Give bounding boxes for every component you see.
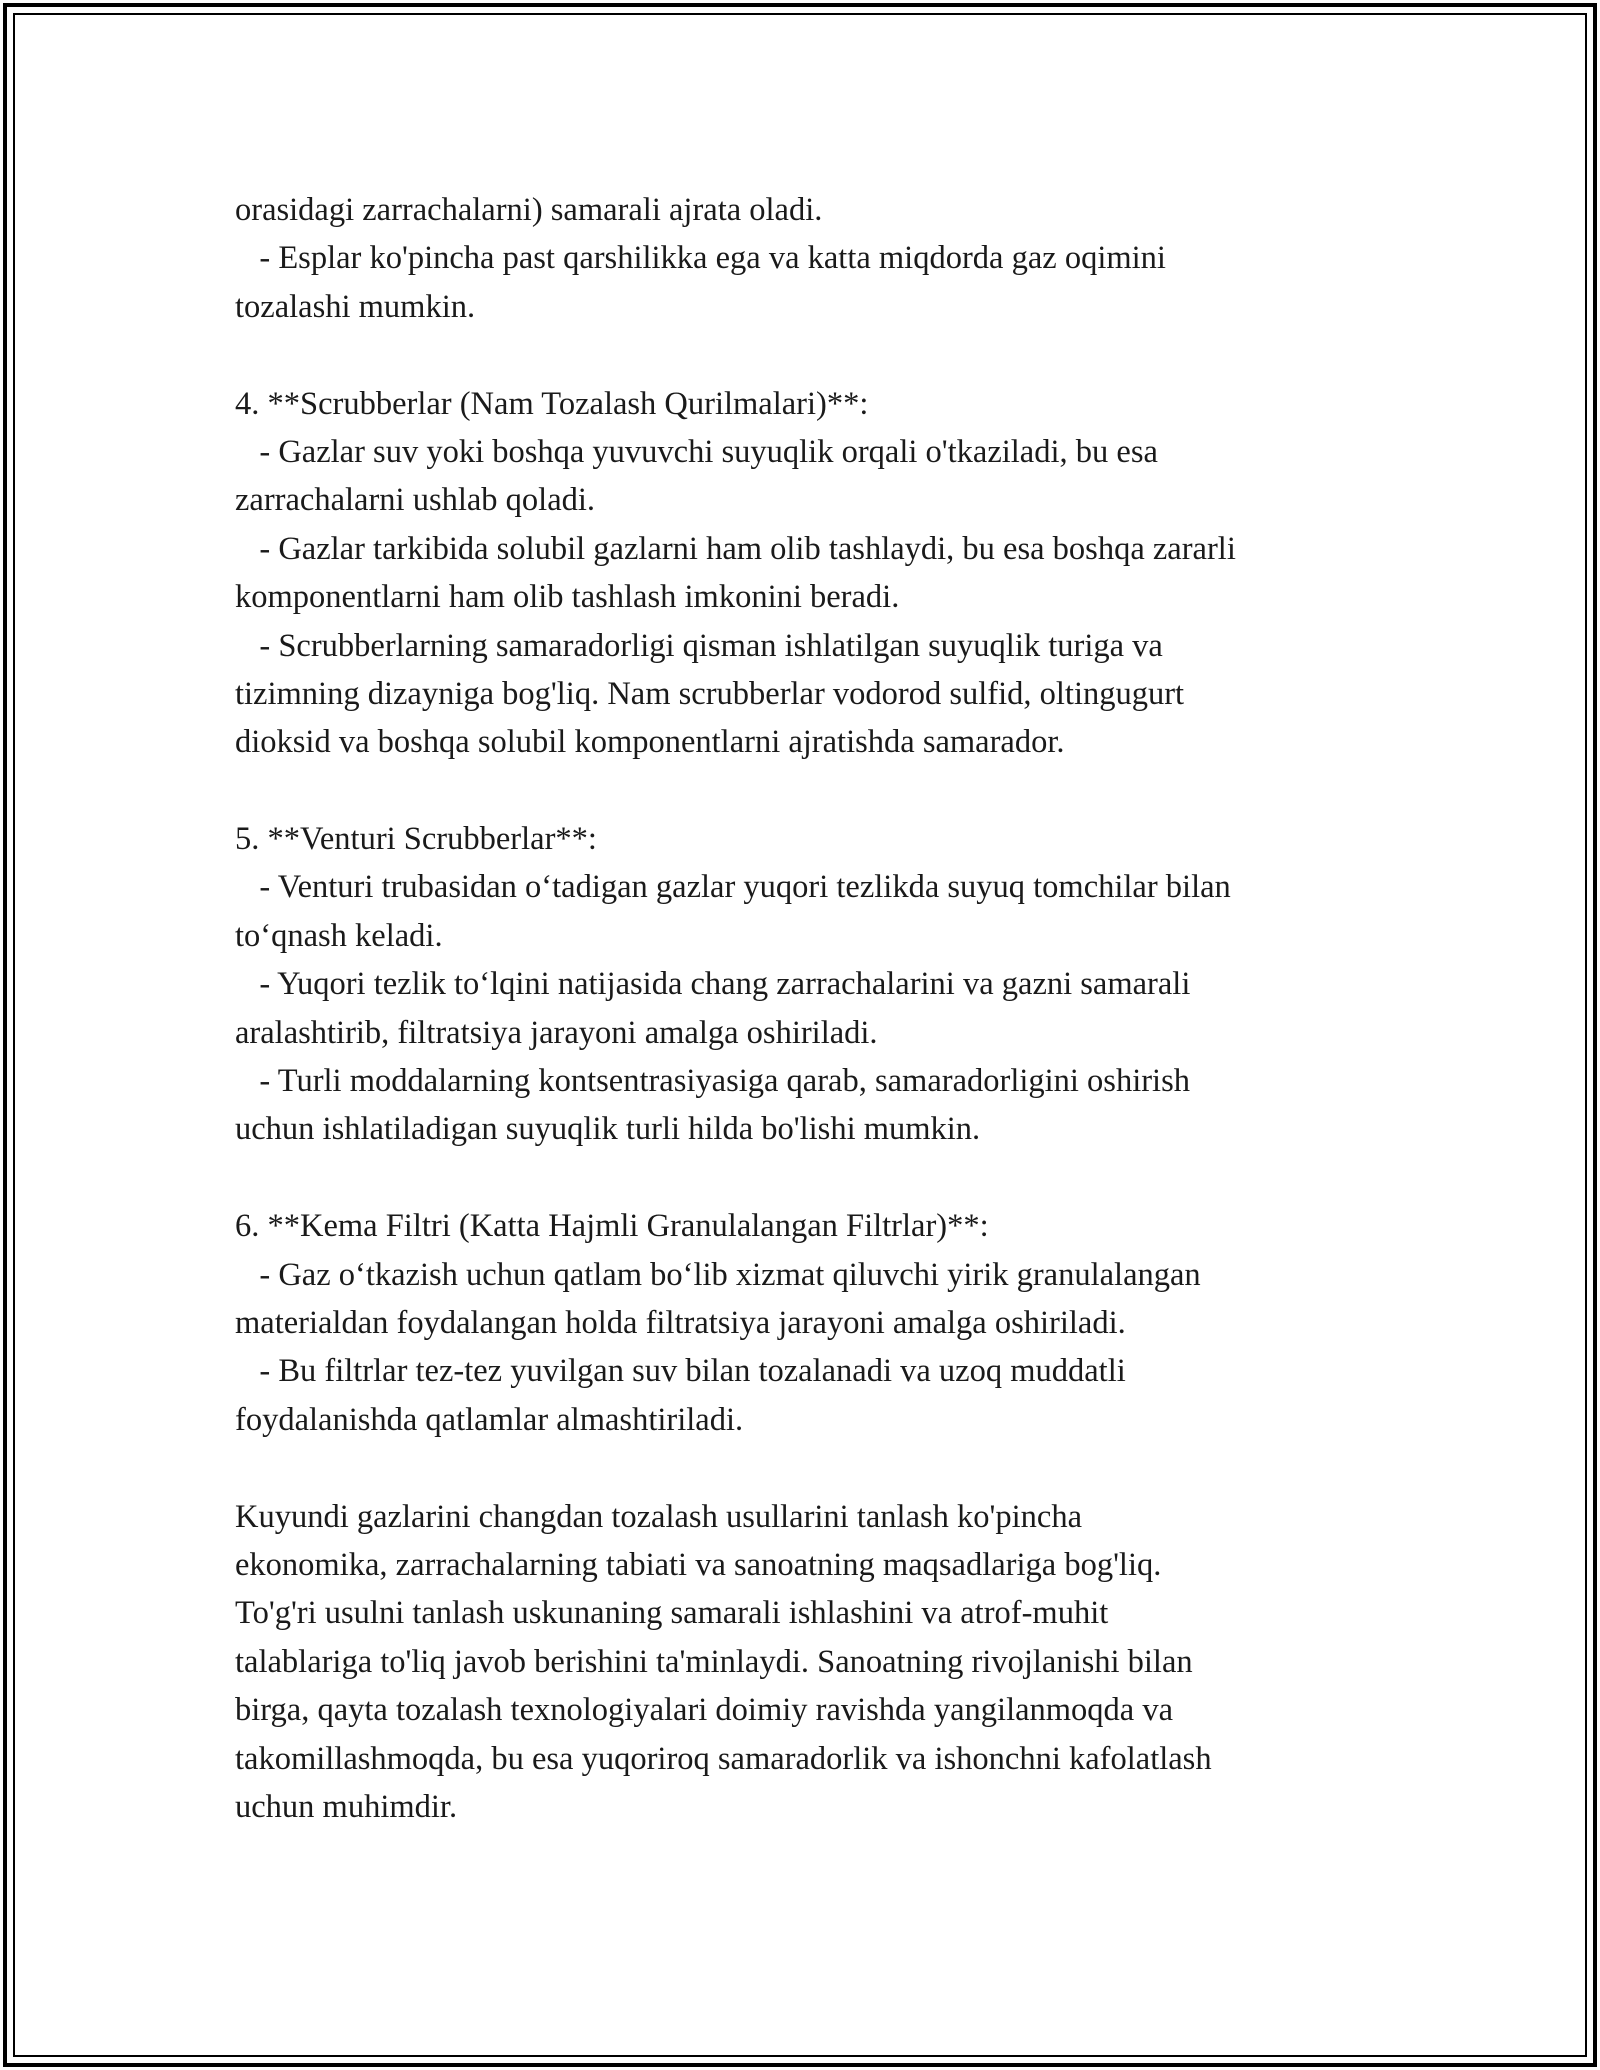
text-line: - Bu filtrlar tez-tez yuvilgan suv bilan tozalanadi va uzoq muddatli [235, 1353, 1126, 1390]
text-line: - Venturi trubasidan o‘tadigan gazlar yuqori tezlikda suyuq tomchilar bilan [235, 869, 1231, 906]
text-line: - Gaz o‘tkazish uchun qatlam bo‘lib xizmat qiluvchi yirik granulalangan [235, 1256, 1201, 1293]
text-line: - Scrubberlarning samaradorligi qisman ishlatilgan suyuqlik turiga va [235, 627, 1163, 664]
conclusion-line: Kuyundi gazlarini changdan tozalash usullarini tanlash ko'pincha [235, 1498, 1082, 1535]
conclusion-line: talablariga to'liq javob berishini ta'minlaydi. Sanoatning rivojlanishi bilan [235, 1643, 1193, 1680]
text-line: to‘qnash keladi. [235, 917, 443, 954]
text-line: - Gazlar tarkibida solubil gazlarni ham olib tashlaydi, bu esa boshqa zararli [235, 530, 1236, 567]
text-line: dioksid va boshqa solubil komponentlarni ajratishda samarador. [235, 724, 1065, 761]
text-line: - Turli moddalarning kontsentrasiyasiga qarab, samaradorligini oshirish [235, 1063, 1190, 1100]
conclusion-line: takomillashmoqda, bu esa yuqoriroq samaradorlik va ishonchni kafolatlash [235, 1740, 1212, 1777]
text-line: - Esplar ko'pincha past qarshilikka ega va katta miqdorda gaz oqimini [235, 240, 1166, 277]
text-line: - Yuqori tezlik to‘lqini natijasida chang zarrachalarini va gazni samarali [235, 966, 1191, 1003]
conclusion-line: uchun muhimdir. [235, 1788, 458, 1825]
paragraph-gap [235, 767, 1395, 815]
section-heading: 6. **Kema Filtri (Katta Hajmli Granulalangan Filtrlar)**: [235, 1208, 989, 1245]
paragraph-gap [235, 1154, 1395, 1202]
text-line: foydalanishda qatlamlar almashtiriladi. [235, 1401, 744, 1438]
paragraph-gap [235, 331, 1395, 379]
conclusion-line: ekonomika, zarrachalarning tabiati va sanoatning maqsadlariga bog'liq. [235, 1546, 1162, 1583]
text-line: materialdan foydalangan holda filtratsiya jarayoni amalga oshiriladi. [235, 1304, 1126, 1341]
conclusion-line: birga, qayta tozalash texnologiyalari doimiy ravishda yangilanmoqda va [235, 1692, 1174, 1729]
document-body [235, 186, 1395, 1831]
paragraph-gap [235, 1444, 1395, 1492]
text-line: aralashtirib, filtratsiya jarayoni amalga oshiriladi. [235, 1014, 878, 1051]
section-heading: 5. **Venturi Scrubberlar**: [235, 821, 597, 858]
text-line: - Gazlar suv yoki boshqa yuvuvchi suyuqlik orqali o'tkaziladi, bu esa [235, 433, 1158, 470]
text-line: tozalashi mumkin. [235, 288, 476, 325]
text-line: orasidagi zarrachalarni) samarali ajrata oladi. [235, 192, 823, 228]
text-line: tizimning dizayniga bog'liq. Nam scrubberlar vodorod sulfid, oltingugurt [235, 675, 1185, 712]
section-heading: 4. **Scrubberlar (Nam Tozalash Qurilmalari)**: [235, 385, 869, 422]
conclusion-line: To'g'ri usulni tanlash uskunaning samarali ishlashini va atrof-muhit [235, 1595, 1109, 1632]
text-line: komponentlarni ham olib tashlash imkonini beradi. [235, 579, 900, 616]
text-line: uchun ishlatiladigan suyuqlik turli hilda bo'lishi mumkin. [235, 1111, 981, 1148]
text-line: zarrachalarni ushlab qoladi. [235, 482, 596, 519]
